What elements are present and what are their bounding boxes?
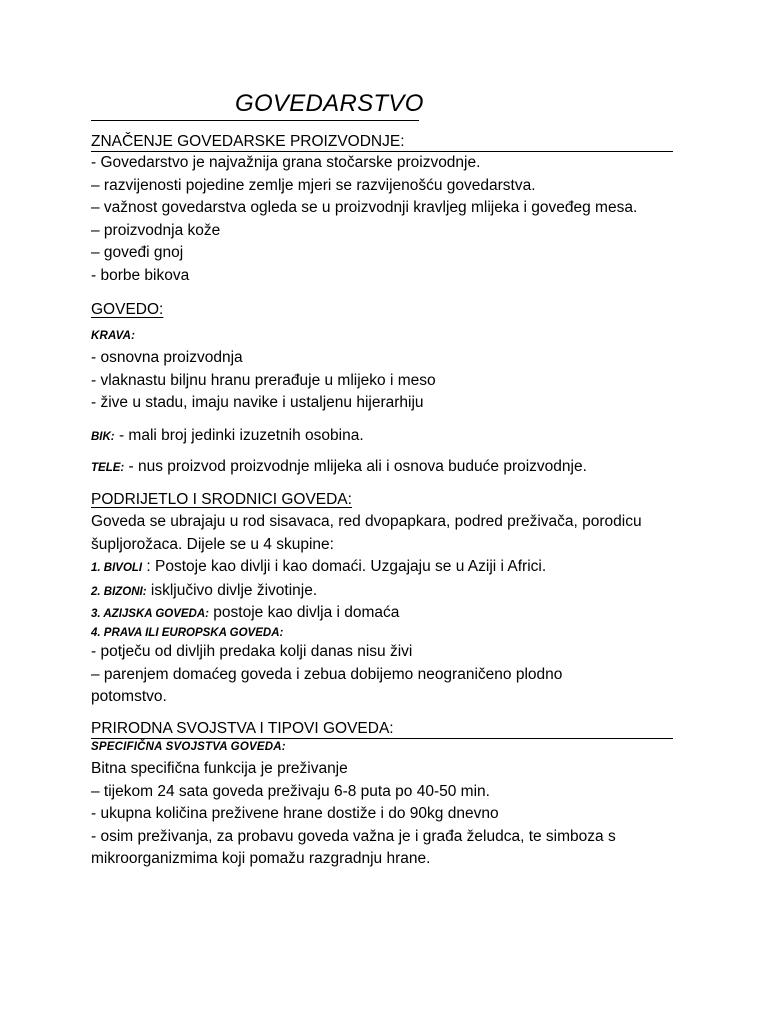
group-label: 3. AZIJSKA GOVEDA: — [91, 608, 209, 620]
section-podrijetlo — [91, 490, 352, 510]
prirodna-body — [91, 758, 616, 871]
section-heading: ZNAČENJE GOVEDARSKE PROIZVODNJE: — [91, 133, 673, 152]
text-line: - ukupna količina preživene hrane dostiže i do 90kg dnevno — [91, 805, 499, 822]
tele-text: - nus proizvod proizvodnje mlijeka ali i osnova buduće proizvodnje. — [124, 458, 587, 475]
text-line: - potječu od divljih predaka kolji danas nisu živi — [91, 643, 413, 660]
text-line: – razvijenosti pojedine zemlje mjeri se razvijenošću govedarstva. — [91, 176, 536, 194]
text-line: – parenjem domaćeg goveda i zebua dobijemo neograničeno plodno — [91, 665, 563, 683]
text-line: - žive u stadu, imaju navike i ustaljenu hijerarhiju — [91, 394, 424, 411]
section-heading: GOVEDO: — [91, 301, 164, 318]
group-label: 1. BIVOLI — [91, 562, 143, 574]
bik-text: - mali broj jedinki izuzetnih osobina. — [114, 427, 364, 444]
text-line: – tijekom 24 sata goveda preživaju 6-8 puta po 40-50 min. — [91, 782, 490, 800]
group-label: 4. PRAVA ILI EUROPSKA GOVEDA: — [91, 627, 284, 639]
section-heading: PRIRODNA SVOJSTVA I TIPOVI GOVEDA: — [91, 720, 673, 739]
group-item — [91, 624, 642, 641]
text-line: Goveda se ubrajaju u rod sisavaca, red dvopapkara, podred preživača, porodicu — [91, 513, 642, 530]
krava-block — [91, 330, 135, 342]
section-znacenje-body — [91, 152, 637, 287]
group-text: isključivo divlje životinje. — [146, 581, 318, 599]
section-prirodna — [91, 720, 673, 739]
prirodna-sub — [91, 741, 286, 753]
text-line: – goveđi gnoj — [91, 244, 184, 261]
group-text: postoje kao divlja i domaća — [209, 604, 400, 621]
title-rule — [91, 88, 424, 121]
section-govedo — [91, 300, 163, 320]
subsection-label: KRAVA: — [91, 330, 136, 342]
group-item — [91, 556, 642, 580]
tele-label: TELE: — [91, 462, 125, 474]
podrijetlo-body — [91, 511, 642, 709]
group-text: : Postoje kao divlji i kao domaći. Uzgajaju se u Aziji i Africi. — [142, 558, 547, 575]
group-label: 2. BIZONI: — [91, 585, 147, 598]
text-line: - osnovna proizvodnja — [91, 349, 243, 366]
section-znacenje — [91, 133, 673, 152]
text-line: – važnost govedarstva ogleda se u proizvodnji kravljeg mlijeka i goveđeg mesa. — [91, 199, 638, 216]
text-line: – proizvodnja kože — [91, 221, 221, 239]
text-line: šupljorožaca. Dijele se u 4 skupine: — [91, 535, 334, 553]
text-line: - osim preživanja, za probavu goveda važna je i građa želudca, te simboza s — [91, 827, 616, 845]
group-item — [91, 580, 642, 604]
text-line: - vlaknastu biljnu hranu prerađuje u mlijeko i meso — [91, 371, 436, 389]
krava-body — [91, 347, 436, 415]
text-line: - Govedarstvo je najvažnija grana stočarske proizvodnje. — [91, 154, 481, 171]
group-item — [91, 603, 642, 624]
text-line: - borbe bikova — [91, 266, 190, 284]
text-line: mikroorganizmima koji pomažu razgradnju hrane. — [91, 850, 431, 867]
document-title: GOVEDARSTVO — [235, 90, 424, 117]
text-line: potomstvo. — [91, 688, 167, 705]
section-heading: PODRIJETLO I SRODNICI GOVEDA: — [91, 491, 352, 508]
subsection-label: SPECIFIČNA SVOJSTVA GOVEDA: — [91, 741, 286, 753]
text-line: Bitna specifična funkcija je preživanje — [91, 760, 348, 777]
bik-line — [91, 425, 364, 449]
tele-line — [91, 456, 587, 480]
bik-label: BIK: — [91, 431, 115, 443]
